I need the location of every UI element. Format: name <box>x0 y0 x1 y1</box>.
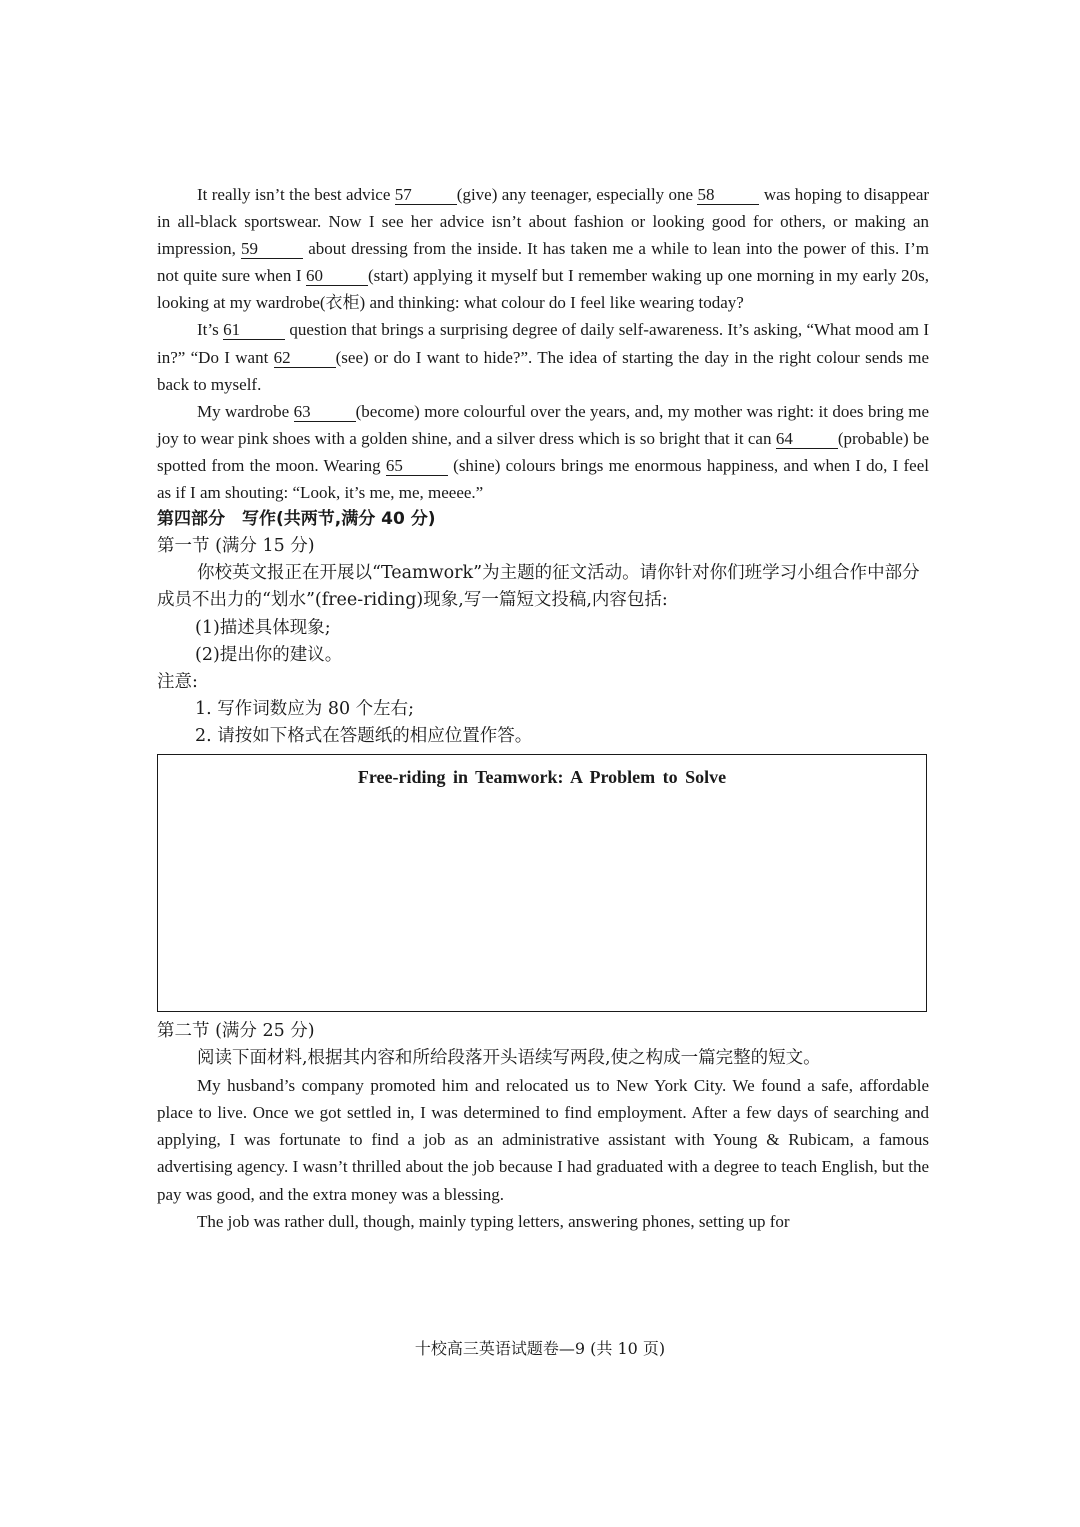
passage-text: question that brings a surprising degree of daily self-awareness. It’s asking, “What mood am I in?” “Do I want <box>157 320 929 367</box>
note-label: 注意: <box>157 671 198 692</box>
answer-blank-57: 57 <box>395 186 457 205</box>
page-footer: 十校高三英语试题卷—9 (共 10 页) <box>414 1339 666 1358</box>
answer-blank-64: 64 <box>776 430 838 449</box>
note-2: 2. 请按如下格式在答题纸的相应位置作答。 <box>195 725 533 746</box>
section1-item-1: (1)描述具体现象; <box>195 617 331 638</box>
answer-blank-62: 62 <box>274 349 336 368</box>
note-1: 1. 写作词数应为 80 个左右; <box>195 698 415 719</box>
answer-blank-59: 59 <box>241 240 303 259</box>
passage-text: (start) applying it myself but I remember waking up one morning in my early 20s, looking at my wardrobe(衣柜) and thinking: what colour do I feel like wearing today? <box>157 266 929 313</box>
passage-paragraph-1 <box>157 181 929 316</box>
section2-instruction: 阅读下面材料,根据其内容和所给段落开头语续写两段,使之构成一篇完整的短文。 <box>197 1048 821 1069</box>
passage-text: about dressing from the inside. It has taken me a while to lean into the power of this. I’m not quite sure when I <box>157 239 930 286</box>
passage-text: (see) or do I want to hide?”. The idea of starting the day in the right colour sends me back to myself. <box>157 347 930 394</box>
section1-heading: 第一节 (满分 15 分) <box>157 536 315 557</box>
passage-text: (become) more colourful over the years, and, my mother was right: it does bring me joy to wear pink shoes with a golden shine, and a silver dress which is so bright that it can <box>157 401 930 448</box>
passage-text: (probable) be spotted from the moon. Wearing <box>157 428 930 475</box>
part4-heading: 第四部分 写作(共两节,满分 40 分) <box>157 509 436 530</box>
passage-text: It’s <box>197 320 219 340</box>
answer-blank-61: 61 <box>223 321 285 340</box>
passage-text: (shine) colours brings me enormous happiness, and when I do, I feel as if I am shouting: “Look, it’s me, me, meeee.” <box>157 455 930 503</box>
essay-title: Free-riding in Teamwork: A Problem to Solve <box>357 766 727 787</box>
exam-page <box>157 181 929 1235</box>
story-paragraph-1: My husband’s company promoted him and relocated us to New York City. We found a safe, affordable place to live. Once we got settled in, I was determined to find employment. After a few days of searching and applying, I was fortunate to find a job as an administrative assistant with Young & Rubicam, a famous advertising agency. I wasn’t thrilled about the job because I had graduated with a degree to teach English, but the pay was good, and the extra money was a blessing. <box>157 1076 929 1204</box>
passage-text: was hoping to disappear in all-black sportswear. Now I see her advice isn’t about fashion or looking good for others, or making an impression, <box>157 185 930 259</box>
section1-item-2: (2)提出你的建议。 <box>195 644 343 665</box>
passage-text: It really isn’t the best advice <box>197 185 391 204</box>
passage-paragraph-2 <box>157 316 929 397</box>
answer-blank-65: 65 <box>386 457 448 476</box>
passage-paragraph-3 <box>157 398 929 506</box>
answer-blank-60: 60 <box>306 267 368 286</box>
story-paragraph-2: The job was rather dull, though, mainly typing letters, answering phones, setting up for <box>197 1211 790 1231</box>
answer-format-box <box>157 754 927 1012</box>
section1-instruction: 你校英文报正在开展以“Teamwork”为主题的征文活动。请你针对你们班学习小组合作中部分成员不出力的“划水”(free-riding)现象,写一篇短文投稿,内容包括: <box>157 563 920 611</box>
section2-heading: 第二节 (满分 25 分) <box>157 1020 315 1041</box>
passage-text: My wardrobe <box>197 401 290 421</box>
answer-blank-58: 58 <box>697 186 759 205</box>
passage-text: (give) any teenager, especially one <box>456 185 694 204</box>
answer-blank-63: 63 <box>294 403 356 422</box>
